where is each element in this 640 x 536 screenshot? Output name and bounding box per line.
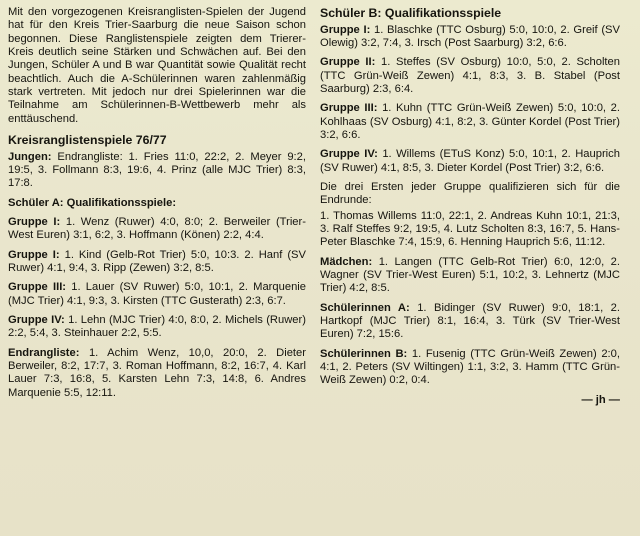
block-text-gruppe-iv-b: 1. Willems (ETuS Konz) 5:0, 10:1, 2. Hauprich (SV Ruwer) 4:1, 8:5, 3. Dieter Kordel (Post Trier) 3:2, 6:6. [320, 148, 620, 174]
block-text-gruppe-ii-a: 1. Kind (Gelb-Rot Trier) 5:0, 10:3. 2. Hanf (SV Ruwer) 4:1, 9:4, 3. Ripp (Zewen) 3:2, 8:5. [8, 248, 306, 274]
block-text-schuelerinnen-a: 1. Bidinger (SV Ruwer) 9:0, 18:1, 2. Hartkopf (MJC Trier) 8:1, 16:4, 3. Türk (SV Trier-West Euren) 7:2, 15:6. [320, 301, 620, 341]
two-column-layout [8, 6, 632, 532]
block-text-jungen: Endrangliste: 1. Fries 11:0, 22:2, 2. Meyer 9:2, 19:5, 3. Follmann 8:3, 19:6, 4. Prinz (alle MJC Trier) 8:3, 17:8. [8, 150, 306, 190]
section-heading-schueler-b: Schüler B: Qualifikationsspiele [320, 6, 502, 20]
section-heading-kreisranglistenspiele: Kreisranglistenspiele 76/77 [8, 132, 167, 147]
block-gruppe-iv-a [8, 314, 306, 341]
qualification-note: Die drei Ersten jeder Gruppe qualifizieren sich für die Endrunde: [320, 180, 620, 207]
block-gruppe-iv-b [320, 148, 620, 175]
block-label-maedchen: Mädchen: [320, 255, 373, 268]
block-text-gruppe-iii-b: 1. Kuhn (TTC Grün-Weiß Zewen) 5:0, 10:0, 2. Kohlhaas (SV Osburg) 4:1, 8:2, 3. Günter Kordel (Post Trier) 3:2, 6:6. [320, 102, 620, 141]
block-endrangliste-a [8, 347, 306, 400]
block-jungen [8, 151, 306, 191]
block-maedchen [320, 256, 620, 296]
block-gruppe-ii-b [320, 56, 620, 96]
block-label-gruppe-i-b: Gruppe I: [320, 23, 371, 36]
block-text-gruppe-i-a: 1. Wenz (Ruwer) 4:0, 8:0; 2. Berweiler (Trier-West Euren) 3:1, 6:2, 3. Hoffmann (Könen) 2:2, 4:4. [8, 215, 306, 242]
endrunde-results: 1. Thomas Willems 11:0, 22:1, 2. Andreas Kuhn 10:1, 21:3, 3. Ralf Steffes 9:2, 19:5, 4. Lutz Scholten 8:3, 16:7, 5. Hans-Peter Blaschke 7:4, 15:9, 6. Henning Hauprich 5:6, 11:12. [320, 209, 620, 249]
block-text-gruppe-iii-a: 1. Lauer (SV Ruwer) 5:0, 10:1, 2. Marquenie (MJC Trier) 4:1, 9:3, 3. Kirsten (TTC Gusterath) 2:3, 6:7. [8, 281, 307, 307]
block-label-gruppe-ii-a: Gruppe I: [8, 248, 60, 261]
block-label-gruppe-ii-b: Gruppe II: [320, 56, 376, 69]
block-gruppe-iii-a [8, 281, 306, 308]
block-label-gruppe-iv-b: Gruppe IV: [320, 148, 378, 161]
block-label-gruppe-iv-a: Gruppe IV: [8, 313, 65, 326]
block-text-gruppe-iv-a: 1. Lehn (MJC Trier) 4:0, 8:0, 2. Michels (Ruwer) 2:2, 5:4, 3. Steinhauer 2:2, 5:5. [8, 313, 306, 340]
block-text-schuelerinnen-b: 1. Fusenig (TTC Grün-Weiß Zewen) 2:0, 4:1, 2. Peters (SV Wiltingen) 1:1, 3:2, 3. Hamm (TTC Grün-Weiß Zewen) 0:2, 0:4. [320, 347, 620, 387]
block-gruppe-iii-b [320, 102, 620, 142]
block-schuelerinnen-b [320, 348, 620, 388]
block-label-jungen: Jungen: [8, 150, 52, 163]
block-schueler-a-heading [8, 197, 306, 210]
block-text-gruppe-ii-b: 1. Steffes (SV Osburg) 10:0, 5:0, 2. Scholten (TTC Grün-Weiß Zewen) 4:1, 8:3, 3. B. Stabel (Post Saarburg) 2:3, 6:4. [320, 56, 620, 95]
block-text-gruppe-i-b: 1. Blaschke (TTC Osburg) 5:0, 10:0, 2. Greif (SV Olewig) 3:2, 7:4, 3. Irsch (Post Saarburg) 3:2, 6:6. [320, 23, 620, 49]
block-gruppe-i-a [8, 216, 306, 243]
right-column [320, 6, 620, 532]
block-schuelerinnen-a [320, 302, 620, 342]
block-text-maedchen: 1. Langen (TTC Gelb-Rot Trier) 6:0, 12:0, 2. Wagner (SV Trier-West Euren) 5:1, 10:2, 3. Lehnertz (MJC Trier) 4:2, 8:5. [320, 255, 620, 295]
block-label-gruppe-iii-b: Gruppe III: [320, 102, 378, 115]
block-gruppe-i-b [320, 24, 620, 51]
block-label-schueler-a: Schüler A: Qualifikationsspiele: [8, 196, 177, 209]
left-column [8, 6, 306, 532]
block-label-endrangliste-a: Endrangliste: [8, 346, 80, 359]
intro-paragraph: Mit den vorgezogenen Kreisranglisten-Spielen der Jugend hat für den Kreis Trier-Saarburg die neue Saison schon begonnen. Diese Ranglistenspiele zeigten dem Trierer-Kreis deutlich seine Stärken und Schwächen auf. Bei den Jungen, Schüler A und B war Quantität sowie Qualität recht beachtlich. Auch die A-Schülerinnen waren zahlenmäßig stark vertreten. Mit jedoch nur drei Spielerinnen war die Teilnahme am Schülerinnen-B-Wettbewerb mehr als enttäuschend. [8, 6, 306, 125]
block-label-gruppe-iii-a: Gruppe III: [8, 281, 67, 294]
block-gruppe-ii-a [8, 249, 306, 276]
block-label-schuelerinnen-b: Schülerinnen B: [320, 347, 408, 360]
block-label-gruppe-i-a: Gruppe I: [8, 215, 61, 228]
author-signature: — jh — [581, 393, 620, 406]
block-label-schuelerinnen-a: Schülerinnen A: [320, 301, 410, 314]
block-text-endrangliste-a: 1. Achim Wenz, 10,0, 20:0, 2. Dieter Berweiler, 8:2, 17:7, 3. Roman Hoffmann, 8:2, 16:7, 4. Karl Lauer 7:3, 16:8, 5. Karsten Lehn 7:3, 14:8, 6. Andres Marquenie 5:5, 12:11. [8, 346, 306, 399]
